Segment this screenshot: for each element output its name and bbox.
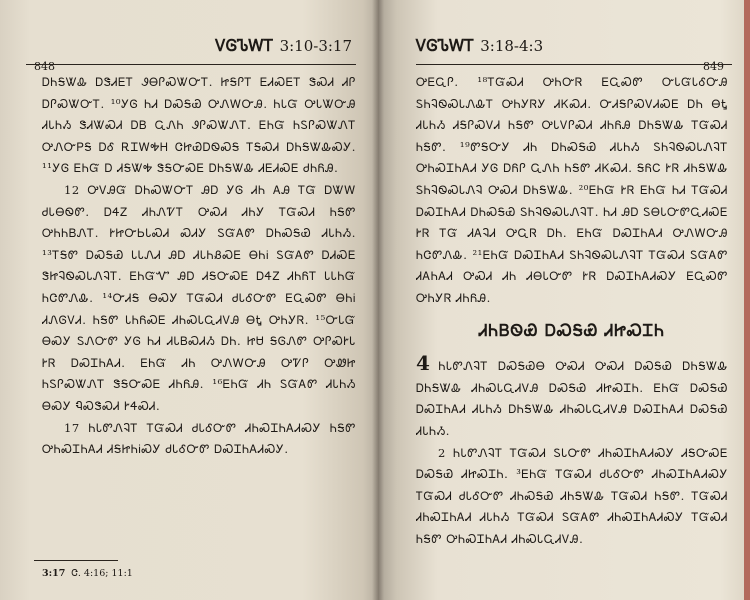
left-header-title: ᏙᎶᏖᎳᎢ — [215, 36, 274, 55]
right-page — [378, 0, 750, 600]
section-title: ᏗᏂᏴᏫᏯ ᎠᏍᎦᏯ ᏗᏥᏍᏆᏂ — [479, 320, 665, 340]
chapter-opening — [416, 353, 728, 442]
right-body-text — [416, 72, 728, 596]
footnote-text: Ꮳ. 4:16; 11:1 — [71, 568, 133, 579]
right-page-number: 849 — [703, 60, 724, 73]
left-page-number: 848 — [34, 60, 55, 73]
left-paragraph: 12 ᎤᏙᎯᏳ ᎠᏂᏍᏔᏅᎢ ᎯᎠ ᎩᎶ ᏗᏂ ᎪᎯ ᎢᏳ ᎠᏔᎳ ᏧᏓᎾᏫᏛ. ᎠᏎᏃ ᏗᏂᏁᏤᎢ ᎤᏍᏗ ᏗᏂᎩ ᎢᏳᏍᏗ ᏂᎦᏛ ᎤᏂᏂᏴᏁᎢ. ᎨᏥᏅᏏᏓᏍᏗ ᏍᏗᎩ ᏚᏳᎪᏛ ᎠᏂᏍᎦᏯ ᏗᏓᏂᏱ. ¹³ᎢᎦᏛ ᎠᏍᎦᏯ ᏓᏓᏁᏗ ᎯᎠ ᏗᏓᏂᏰᏍᎬ ᎾᏂᎥ ᏚᏳᎪᏛ ᎠᏗᏍᎬ ᏕᏥᎸᏫᏍᏓᏁᎸᎢ. ᎬᏂᏳᏉ ᎯᎠ ᏗᎦᏅᏍᎬ ᎠᏎᏃ ᏗᏂᏲᎢ ᏓᏓᏂᏳ ᏂᏣᏛᏁᎲ. ¹⁴ᏅᏗᎦ ᎾᏍᎩ ᎢᏳᏍᏗ ᏧᏓᎴᏅᏛ ᎬᏩᏍᏛ ᎾᏂᎥ ᏗᏁᎶᏙᏗ. ᏂᎦᏛ ᏓᏂᏲᏍᎬ ᏗᏂᏍᏓᏩᏗᏙᎯ ᎾᎿ ᎤᏂᎩᏒ. ¹⁵ᏅᏓᏳ ᎾᏍᎩ ᏚᏁᏅᏛ ᎩᎶ ᏂᏗ ᏗᏓᏴᏍᏗᏱ ᎠᏂ. ᏥᏌ ᎦᎶᏁᏛ ᎤᎵᏍᎨᏓ ᎨᏒ ᎠᏍᏆᏂᎪᏗ. ᎬᏂᏳ ᏗᏂ ᎤᏁᎳᏅᎯ ᎤᏤᎵ ᎤᏪᏥ ᏂᏚᎵᏍᏔᏁᎢ ᏕᎦᏅᏍᎬ ᏗᏂᏲᎯ. ¹⁶ᎬᏂᏳ ᏗᏂ ᏚᏳᎪᏛ ᏗᏓᏂᏱ ᎾᏍᎩ ᏄᏍᏕᏍᏗ ᎨᏎᏍᏗ. — [42, 182, 356, 413]
right-running-header — [416, 36, 543, 56]
left-paragraph: 17 ᏂᏓᏛᏁᎸᎢ ᎢᏳᏍᏗ ᏧᏓᎴᏅᏛ ᏗᏂᏍᏆᏂᎪᏗᏍᎩ ᏂᎦᏛ ᎤᏂᏍᏆᏂᎪᏗ ᏗᎦᏥᏂᎥᏍᎩ ᏧᏓᎴᏅᏛ ᎠᏍᏆᏂᎪᏗᏍᎩ. — [42, 420, 356, 457]
chapter-number: 4 — [416, 351, 431, 376]
left-running-header — [215, 36, 352, 56]
right-paragraph: ᎤᎬᏩᎵ. ¹⁸ᎢᏳᏍᏗ ᎤᏂᏅᏒ ᎬᏩᏍᏛ ᏅᏓᏳᏓᎴᏅᎯ ᏚᏂᎸᏫᏍᏓᏁᎲᎢ ᎤᏂᎩᏒᎩ ᏗᏦᏍᏗ. ᏅᏗᎦᎵᏍᏙᏗᏍᎬ ᎠᏂ ᎾᎿ ᏗᏓᏂᏱ ᏗᎦᎵᏍᏙᏗ ᏂᎦᏛ ᎤᏓᏙᎵᏍᏗ ᏗᏂᏲᎯ ᎠᏂᎦᏔᎲ ᎢᏳᏍᏗ ᏂᎦᏛ. ¹⁹ᏛᎦᏅᎩ ᏗᏂ ᎠᏂᏍᎦᏯ ᏗᏓᏂᏱ ᏚᏂᎸᏫᏍᏓᏁᎸᎢ ᎤᏂᏍᏆᏂᎪᏗ ᎩᎶ ᎠᏲᎵ ᏩᏁᏂ ᏂᎦᏛ ᏗᏦᏍᏗ. ᎦᏲᏟ ᎨᏒ ᏗᏂᎦᏔᎲ ᏚᏂᎸᏫᏍᏓᏁᎸ ᎤᏍᏗ ᎠᏂᎦᏔᎲ. ²⁰ᎬᏂᏳ ᎨᏒ ᎬᏂᏳ ᏂᏗ ᎢᏳᏍᏗ ᎠᏍᏆᏂᎪᏗ ᎠᏂᏍᎦᏯ ᏚᏂᎸᏫᏍᏓᏁᎸᎢ. ᏂᏗ ᎯᎠ ᏚᎾᏓᏅᏛᏩᏗᏍᎬ ᎨᏒ ᎢᏳ ᏗᎪᎸᏗ ᎤᏩᏒ ᎠᏂ. ᎬᏂᏳ ᎠᏍᏆᏂᎪᏗ ᎤᏁᎳᏅᎯ ᏂᏣᏛᏁᎲ. ²¹ᎬᏂᏳ ᎠᏍᏆᏂᎪᏗ ᏚᏂᎸᏫᏍᏓᏁᎸᎢ ᎢᏳᏍᏗ ᏚᏳᎪᏛ ᏗᎪᏂᎪᏗ ᎤᏍᏗ ᏗᏂ ᏗᎾᏓᏅᏛ ᎨᏒ ᎠᏍᏆᏂᎪᏗᏍᎩ ᎬᏩᏍᏛ ᎤᏂᎩᏒ ᏗᏂᏲᎯ. — [416, 75, 728, 305]
book-cover-edge — [744, 0, 750, 600]
right-header-title: ᏙᎶᏖᎳᎢ — [416, 36, 475, 55]
footnote-ref: 3:17 — [42, 568, 66, 579]
left-header-ref: 3:10-3:17 — [279, 37, 352, 55]
right-paragraph: 2 ᏂᏓᏛᏁᎸᎢ ᎢᏳᏍᏗ ᏚᏓᏅᏛ ᏗᏂᏍᏆᏂᎪᏗᏍᎩ ᏗᎦᏅᏍᎬ ᎠᏍᎦᏯ ᏗᏥᏍᏆᏂ. ³ᎬᏂᏳ ᎢᏳᏍᏗ ᏧᏓᎴᏅᏛ ᏗᏂᏍᏆᏂᎪᏗᏍᎩ ᎢᏳᏍᏗ ᏧᏓᎴᏅᏛ ᏗᏂᏍᎦᏯ ᏗᏂᎦᏔᎲ ᎢᏳᏍᏗ ᏂᎦᏛ. ᎢᏳᏍᏗ ᏗᏂᏍᏆᏂᎪᏗ ᏗᏓᏂᏱ ᎢᏳᏍᏗ ᏚᏳᎪᏛ ᏗᏂᏍᏆᏂᎪᏗᏍᎩ ᎢᏳᏍᏗ ᏂᎦᏛ ᎤᏂᏍᏆᏂᎪᏗ ᏗᏂᏍᏓᏩᏗᏙᎯ. — [416, 445, 728, 546]
chapter-paragraph-text: ᏂᏓᏛᏁᎸᎢ ᎠᏍᎦᏯᎾ ᎤᏍᏗ ᎤᏍᏗ ᎠᏍᎦᏯ ᎠᏂᎦᏔᎲ ᎠᏂᎦᏔᎲ ᏗᏂᏍᏓᏩᏗᏙᎯ ᎠᏍᎦᏯ ᏗᏥᏍᏆᏂ. ᎬᏂᏳ ᎠᏍᎦᏯ ᎠᏍᏆᏂᎪᏗ ᏗᏓᏂᏱ ᎠᏂᎦᏔᎲ ᏗᏂᏍᏓᏩᏗᏙᎯ ᎠᏍᏆᏂᎪᏗ ᎠᏍᎦᏯ ᏗᏓᏂᏱ. — [416, 359, 728, 438]
footnote-rule — [34, 560, 118, 561]
footnote — [42, 568, 133, 579]
book-gutter — [372, 0, 384, 600]
right-header-ref: 3:18-4:3 — [480, 37, 544, 55]
left-body-text — [42, 72, 356, 557]
left-header-rule — [26, 64, 356, 65]
left-paragraph: ᎠᏂᎦᏔᎲ ᎠᏕᏗᎬᎢ ᏭᎾᎵᏍᏔᏅᎢ. ᏥᎦᎵᎢ ᎬᏗᏍᎬᎢ ᏕᏍᏗ ᏗᎵ ᎠᎵᏍᏔᏅᎢ. ¹⁰ᎩᎶ ᏂᏗ ᎠᏍᎦᏯ ᎤᏁᎳᏅᎯ. ᏂᏓᏳ ᎤᏓᏔᏅᎯ ᏗᏓᏂᏱ ᏕᏗᏔᏍᏗ ᎠᏴ ᏩᏁᏂ ᏭᎵᏍᏔᏁᎢ. ᎬᏂᏳ ᏂᏚᎵᏍᏔᏁᎢ ᎤᏁᏅᏢᎦ ᎠᎴ ᎡᏆᎳᎭᎻ ᏣᏥᏯᎠᏫᏍᎦ ᎢᎦᏍᏗ ᎠᏂᎦᏔᎲᏍᎩ. ¹¹ᎩᎶ ᎬᏂᏳ Ꭰ ᏗᎦᏔᎭ ᏕᎦᏅᏍᎬ ᎠᏂᎦᏔᎲ ᏗᎬᏗᏍᎬ ᏧᏂᏲᎯ. — [42, 75, 356, 176]
right-header-rule — [416, 64, 732, 65]
